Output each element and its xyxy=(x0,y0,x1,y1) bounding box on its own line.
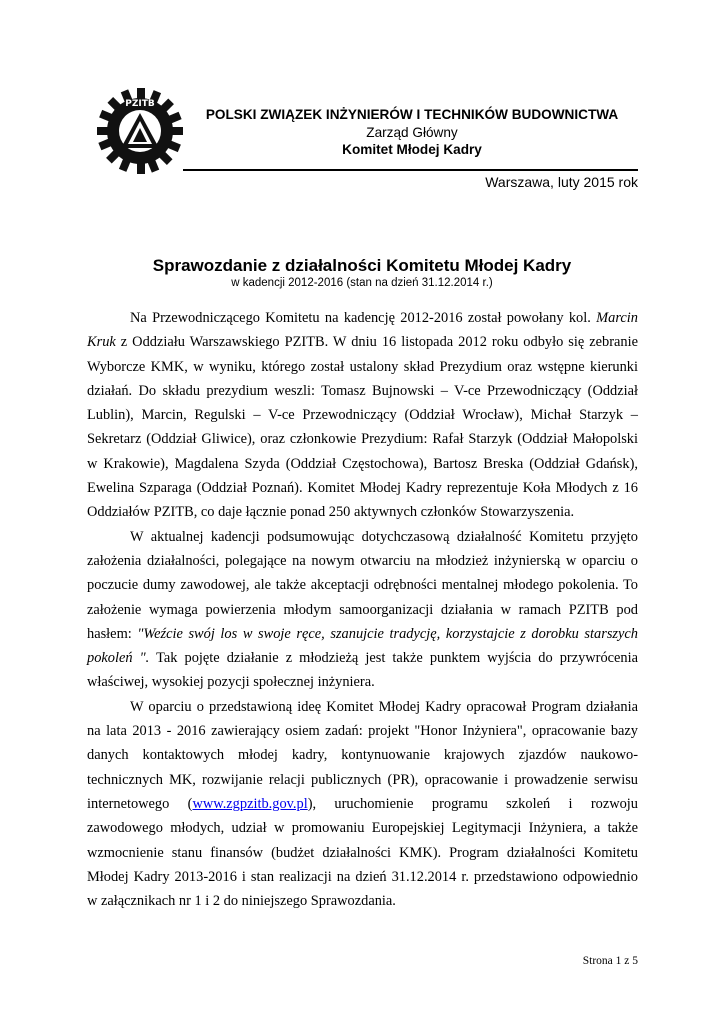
paragraph-1-line-6: Sekretarz (Oddział Gliwice), oraz członkowie Prezydium: Rafał Starzyk (Oddział Małopolski xyxy=(87,431,638,448)
paragraph-3-line-1: W oparciu o przedstawioną ideę Komitet Młodej Kadry opracował Program działania xyxy=(130,698,638,715)
report-body xyxy=(87,306,638,913)
paragraph-1-line-4: działań. Do składu prezydium weszli: Tomasz Bujnowski – V-ce Przewodniczący (Oddział xyxy=(87,382,638,399)
paragraph-3-line-8: Młodej Kadry 2013-2016 i stan realizacji na dzień 31.12.2014 r. przedstawiono odpowiednio xyxy=(87,868,638,885)
svg-text:PZITB: PZITB xyxy=(125,99,155,109)
paragraph-1-line-7: w Krakowie), Magdalena Szyda (Oddział Częstochowa), Bartosz Breska (Oddział Gdańsk), xyxy=(87,455,638,472)
organization-name: POLSKI ZWIĄZEK INŻYNIERÓW I TECHNIKÓW BUDOWNICTWA xyxy=(205,107,619,122)
dateline: Warszawa, luty 2015 rok xyxy=(485,174,638,190)
paragraph-1-line-5: Lublin), Marcin, Regulski – V-ce Przewodniczący (Oddział Wrocław), Michał Starzyk – xyxy=(87,407,638,424)
page-number: Strona 1 z 5 xyxy=(582,955,638,967)
paragraph-2-line-5: hasłem: "Weźcie swój los w swoje ręce, szanujcie tradycję, korzystajcie z dorobku starszych xyxy=(87,625,638,642)
website-link[interactable]: www.zgpzitb.gov.pl xyxy=(192,795,308,812)
paragraph-3-line-9: w załącznikach nr 1 i 2 do niniejszego Sprawozdania. xyxy=(87,893,396,910)
committee-name: Komitet Młodej Kadry xyxy=(342,142,482,157)
paragraph-3-line-4: technicznych MK, rozwijanie relacji publicznych (PR), opracowanie i prowadzenie serwisu xyxy=(87,771,638,788)
paragraph-2-line-2: założenia działalności, polegające na nowym otwarciu na młodzież inżynierską w oparciu o xyxy=(87,552,638,569)
paragraph-3-line-2: na lata 2013 - 2016 zawierający osiem zadań: projekt "Honor Inżyniera", opracowanie bazy xyxy=(87,723,638,740)
paragraph-3-line-5: internetowego (www.zgpzitb.gov.pl), uruchomienie programu szkoleń i rozwoju xyxy=(87,795,638,812)
paragraph-3-line-7: wzmocnienie stanu finansów (budżet działalności KMK). Program działalności Komitetu xyxy=(87,844,638,861)
paragraph-2-line-1: W aktualnej kadencji podsumowując dotychczasową działalność Komitetu przyjęto xyxy=(130,528,638,545)
board-name: Zarząd Główny xyxy=(366,125,458,140)
paragraph-2-line-3: poczucie dumy zawodowej, ale także akceptacji odrębności mentalnej młodego pokolenia. To xyxy=(87,577,638,594)
paragraph-2-line-4: założenie wymaga powierzenia młodym samoorganizacji działania w ramach PZITB pod xyxy=(87,601,638,618)
pzitb-logo-icon xyxy=(97,88,183,174)
paragraph-1-line-9: Oddziałów PZITB, co daje łącznie ponad 250 aktywnych członków Stowarzyszenia. xyxy=(87,504,575,521)
header-divider xyxy=(183,169,638,171)
document-subtitle: w kadencji 2012-2016 (stan na dzień 31.12.2014 r.) xyxy=(231,277,493,289)
document-title: Sprawozdanie z działalności Komitetu Młodej Kadry xyxy=(152,256,572,275)
paragraph-1-line-8: Ewelina Szparaga (Oddział Poznań). Komitet Młodej Kadry reprezentuje Koła Młodych z 16 xyxy=(87,480,638,497)
paragraph-2-line-6: pokoleń ". Tak pojęte działanie z młodzieżą jest także punktem wyjścia do przywrócenia xyxy=(87,650,639,667)
paragraph-2-line-7: właściwej, wysokiej pozycji społecznej inżyniera. xyxy=(87,674,375,691)
paragraph-1-line-3: Wyborcze KMK, w wyniku, którego został ustalony skład Prezydium oraz wstępne kierunki xyxy=(87,358,638,375)
paragraph-1-line-1: Na Przewodniczącego Komitetu na kadencję 2012-2016 został powołany kol. Marcin xyxy=(130,310,638,326)
paragraph-3-line-6: zawodowego młodych, udział w promowaniu Europejskiej Legitymacji Inżyniera, a także xyxy=(87,820,638,837)
paragraph-3-line-3: danych kontaktowych młodej kadry, kontynuowanie krajowych zjazdów naukowo- xyxy=(87,747,638,764)
paragraph-1-line-2: Kruk z Oddziału Warszawskiego PZITB. W dniu 16 listopada 2012 roku odbyło się zebranie xyxy=(87,334,638,351)
